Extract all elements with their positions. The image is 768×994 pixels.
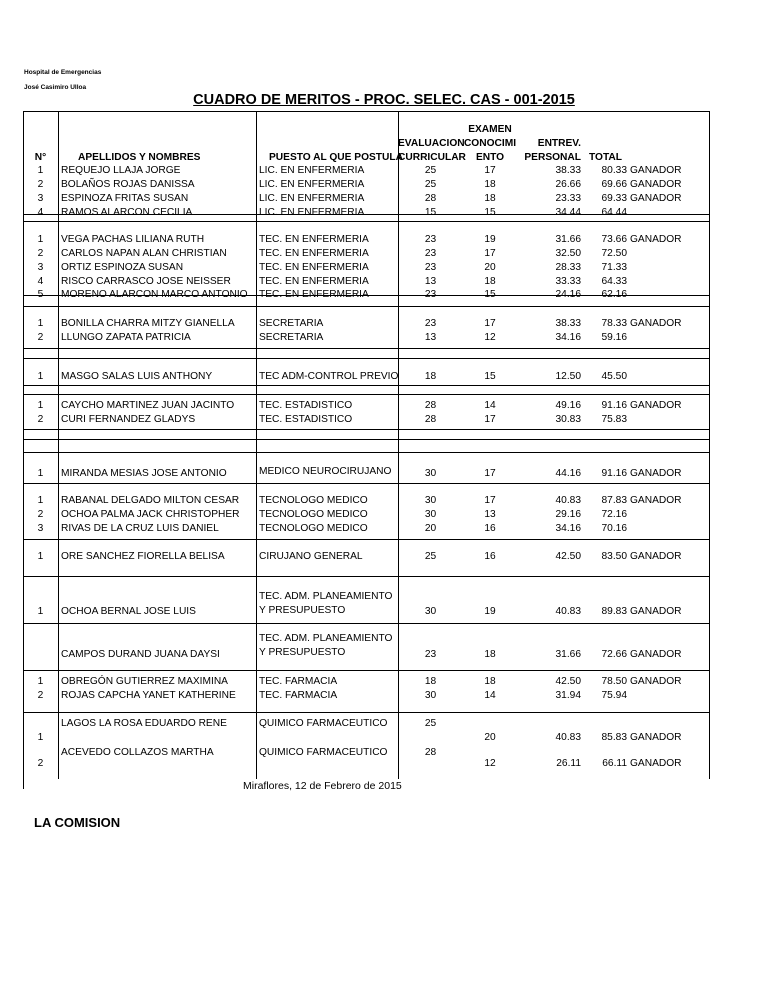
exam-score: 16 xyxy=(484,551,496,562)
total-score: 78.33 xyxy=(601,318,627,329)
curricular-score: 20 xyxy=(424,523,437,534)
position: TECNOLOGO MEDICO xyxy=(259,523,368,534)
applicant-name: MASGO SALAS LUIS ANTHONY xyxy=(61,371,213,382)
exam-score: 18 xyxy=(484,179,496,190)
total-score: 87.83 xyxy=(601,495,627,506)
column-header-name: APELLIDOS Y NOMBRES xyxy=(78,152,201,163)
curricular-score: 25 xyxy=(424,179,437,190)
row-number: 3 xyxy=(37,193,44,204)
result-status: GANADOR xyxy=(630,468,682,479)
result-status: GANADOR xyxy=(630,179,682,190)
applicant-name: BOLAÑOS ROJAS DANISSA xyxy=(61,179,195,190)
position: LIC. EN ENFERMERIA xyxy=(259,179,365,190)
position: TEC. ESTADISTICO xyxy=(259,414,353,425)
column-divider xyxy=(58,111,59,779)
interview-score: 33.33 xyxy=(555,276,581,287)
total-score: 72.16 xyxy=(601,509,627,520)
interview-score: 12.50 xyxy=(555,371,581,382)
position: TEC. EN ENFERMERIA xyxy=(259,262,369,273)
page-title: CUADRO DE MERITOS - PROC. SELEC. CAS - 001-2015 xyxy=(193,92,575,108)
position: TEC. EN ENFERMERIA xyxy=(259,234,369,245)
interview-score: 34.16 xyxy=(555,332,581,343)
applicant-name: RISCO CARRASCO JOSE NEISSER xyxy=(61,276,231,287)
curricular-score: 23 xyxy=(424,289,437,300)
applicant-name: ORTIZ ESPINOZA SUSAN xyxy=(61,262,184,273)
total-score: 91.16 xyxy=(601,400,627,411)
curricular-score: 23 xyxy=(424,649,437,660)
table-border-top xyxy=(23,111,710,112)
interview-score: 31.66 xyxy=(555,234,581,245)
row-number: 1 xyxy=(37,468,44,479)
interview-score: 34.44 xyxy=(555,207,581,218)
row-number: 2 xyxy=(37,509,44,520)
exam-score: 17 xyxy=(484,248,496,259)
curricular-score: 28 xyxy=(424,747,437,758)
position: Y PRESUPUESTO xyxy=(259,605,346,616)
interview-score: 44.16 xyxy=(555,468,581,479)
applicant-name: VEGA PACHAS LILIANA RUTH xyxy=(61,234,205,245)
curricular-score: 23 xyxy=(424,318,437,329)
position: TEC. ADM. PLANEAMIENTO xyxy=(259,633,393,644)
document-date: Miraflores, 12 de Febrero de 2015 xyxy=(243,780,402,792)
curricular-score: 18 xyxy=(424,371,437,382)
curricular-score: 13 xyxy=(424,332,437,343)
interview-score: 26.66 xyxy=(555,179,581,190)
exam-score: 18 xyxy=(484,276,496,287)
curricular-score: 23 xyxy=(424,262,437,273)
position: TEC ADM-CONTROL PREVIO xyxy=(259,371,399,382)
applicant-name: ACEVEDO COLLAZOS MARTHA xyxy=(61,747,214,758)
row-number: 2 xyxy=(37,332,44,343)
curricular-score: 30 xyxy=(424,606,437,617)
interview-score: 28.33 xyxy=(555,262,581,273)
applicant-name: REQUEJO LLAJA JORGE xyxy=(61,165,181,176)
interview-score: 42.50 xyxy=(555,551,581,562)
curricular-score: 18 xyxy=(424,676,437,687)
position: TEC. FARMACIA xyxy=(259,690,338,701)
row-divider xyxy=(23,358,710,359)
total-score: 72.50 xyxy=(601,248,627,259)
total-score: 72.66 xyxy=(601,649,627,660)
position: TEC. EN ENFERMERIA xyxy=(259,289,369,300)
position: LIC. EN ENFERMERIA xyxy=(259,193,365,204)
position: TECNOLOGO MEDICO xyxy=(259,495,368,506)
total-score: 85.83 xyxy=(601,732,627,743)
row-number: 1 xyxy=(37,371,44,382)
interview-score: 34.16 xyxy=(555,523,581,534)
row-number: 3 xyxy=(37,262,44,273)
total-score: 78.50 xyxy=(601,676,627,687)
row-number: 2 xyxy=(37,758,44,769)
result-status: GANADOR xyxy=(630,732,682,743)
commission-signature: LA COMISION xyxy=(34,815,121,830)
curricular-score: 30 xyxy=(424,509,437,520)
row-divider xyxy=(23,712,710,713)
interview-score: 40.83 xyxy=(555,732,581,743)
exam-score: 15 xyxy=(484,289,496,300)
applicant-name: RAMOS ALARCON CECILIA xyxy=(61,207,193,218)
total-score: 64.44 xyxy=(601,207,627,218)
applicant-name: LLUNGO ZAPATA PATRICIA xyxy=(61,332,191,343)
result-status: GANADOR xyxy=(630,234,682,245)
position: TEC. FARMACIA xyxy=(259,676,338,687)
row-number: 1 xyxy=(37,400,44,411)
applicant-name: OCHOA BERNAL JOSE LUIS xyxy=(61,606,196,617)
exam-score: 17 xyxy=(484,165,496,176)
row-number: 2 xyxy=(37,248,44,259)
applicant-name: ORE SANCHEZ FIORELLA BELISA xyxy=(61,551,225,562)
applicant-name: CAMPOS DURAND JUANA DAYSI xyxy=(61,649,220,660)
row-divider xyxy=(23,576,710,577)
position: LIC. EN ENFERMERIA xyxy=(259,207,365,218)
applicant-name: LAGOS LA ROSA EDUARDO RENE xyxy=(61,718,227,729)
position: SECRETARIA xyxy=(259,332,324,343)
interview-score: 31.66 xyxy=(555,649,581,660)
exam-score: 12 xyxy=(484,758,496,769)
interview-score: 40.83 xyxy=(555,495,581,506)
column-header-number: N° xyxy=(34,152,47,163)
exam-score: 13 xyxy=(484,509,496,520)
row-number: 1 xyxy=(37,732,44,743)
row-number: 1 xyxy=(37,495,44,506)
row-number: 2 xyxy=(37,690,44,701)
result-status: GANADOR xyxy=(630,495,682,506)
curricular-score: 28 xyxy=(424,400,437,411)
column-header-total: TOTAL xyxy=(589,152,623,163)
exam-score: 20 xyxy=(484,732,496,743)
result-status: GANADOR xyxy=(630,606,682,617)
row-number: 4 xyxy=(37,207,44,218)
interview-score: 38.33 xyxy=(555,318,581,329)
result-status: GANADOR xyxy=(630,551,682,562)
curricular-score: 13 xyxy=(424,276,437,287)
row-divider xyxy=(23,670,710,671)
exam-score: 20 xyxy=(484,262,496,273)
hospital-name: Hospital de Emergencias xyxy=(24,69,102,76)
position: TEC. ESTADISTICO xyxy=(259,400,353,411)
row-number: 1 xyxy=(37,318,44,329)
applicant-name: CARLOS NAPAN ALAN CHRISTIAN xyxy=(61,248,227,259)
applicant-name: MIRANDA MESIAS JOSE ANTONIO xyxy=(61,468,227,479)
exam-score: 19 xyxy=(484,234,496,245)
table-border-right xyxy=(709,111,710,779)
column-header-position: PUESTO AL QUE POSTULA xyxy=(269,152,403,163)
curricular-score: 23 xyxy=(424,248,437,259)
exam-score: 16 xyxy=(484,523,496,534)
row-number: 4 xyxy=(37,276,44,287)
result-status: GANADOR xyxy=(630,649,682,660)
exam-score: 19 xyxy=(484,606,496,617)
applicant-name: OCHOA PALMA JACK CHRISTOPHER xyxy=(61,509,240,520)
row-number: 3 xyxy=(37,523,44,534)
result-status: GANADOR xyxy=(630,676,682,687)
interview-score: 24.16 xyxy=(555,289,581,300)
row-divider xyxy=(23,539,710,540)
interview-score: 23.33 xyxy=(555,193,581,204)
position: MEDICO NEUROCIRUJANO xyxy=(259,466,392,477)
applicant-name: RABANAL DELGADO MILTON CESAR xyxy=(61,495,240,506)
column-header-interview: PERSONAL xyxy=(524,152,581,163)
row-number: 2 xyxy=(37,179,44,190)
curricular-score: 28 xyxy=(424,193,437,204)
column-header-exam: EXAMEN xyxy=(468,124,512,135)
interview-score: 42.50 xyxy=(555,676,581,687)
interview-score: 38.33 xyxy=(555,165,581,176)
row-divider xyxy=(23,385,710,386)
total-score: 45.50 xyxy=(601,371,627,382)
exam-score: 14 xyxy=(484,400,496,411)
row-number: 1 xyxy=(37,234,44,245)
position: LIC. EN ENFERMERIA xyxy=(259,165,365,176)
total-score: 66.11 xyxy=(602,758,627,769)
curricular-score: 28 xyxy=(424,414,437,425)
exam-score: 14 xyxy=(484,690,496,701)
column-header-exam: ENTO xyxy=(475,152,505,163)
row-divider xyxy=(23,394,710,395)
curricular-score: 30 xyxy=(424,690,437,701)
result-status: GANADOR xyxy=(630,165,682,176)
total-score: 69.66 xyxy=(601,179,627,190)
applicant-name: ESPINOZA FRITAS SUSAN xyxy=(61,193,189,204)
exam-score: 12 xyxy=(484,332,496,343)
result-status: GANADOR xyxy=(630,193,682,204)
position: TECNOLOGO MEDICO xyxy=(259,509,368,520)
total-score: 83.50 xyxy=(601,551,627,562)
total-score: 91.16 xyxy=(601,468,627,479)
column-header-curricular: EVALUACION xyxy=(398,138,465,149)
total-score: 64.33 xyxy=(601,276,627,287)
curricular-score: 25 xyxy=(424,718,437,729)
exam-score: 17 xyxy=(484,468,496,479)
total-score: 59.16 xyxy=(601,332,627,343)
exam-score: 18 xyxy=(484,649,496,660)
total-score: 73.66 xyxy=(601,234,627,245)
row-number: 2 xyxy=(37,414,44,425)
position: TEC. EN ENFERMERIA xyxy=(259,276,369,287)
row-divider xyxy=(23,429,710,430)
row-divider xyxy=(23,623,710,624)
row-divider xyxy=(23,439,710,440)
interview-score: 29.16 xyxy=(555,509,581,520)
hospital-subname: José Casimiro Ulloa xyxy=(24,84,87,91)
row-divider xyxy=(23,306,710,307)
position: TEC. ADM. PLANEAMIENTO xyxy=(259,591,393,602)
interview-score: 32.50 xyxy=(555,248,581,259)
position: SECRETARIA xyxy=(259,318,324,329)
exam-score: 17 xyxy=(484,414,496,425)
interview-score: 49.16 xyxy=(555,400,581,411)
total-score: 71.33 xyxy=(601,262,627,273)
row-divider xyxy=(23,483,710,484)
interview-score: 30.83 xyxy=(555,414,581,425)
merit-table xyxy=(23,111,710,789)
column-header-curricular: CURRICULAR xyxy=(398,152,466,163)
exam-score: 17 xyxy=(484,318,496,329)
interview-score: 40.83 xyxy=(555,606,581,617)
column-header-exam: CONOCIMI xyxy=(463,138,517,149)
result-status: GANADOR xyxy=(630,318,682,329)
column-divider xyxy=(256,111,257,779)
exam-score: 18 xyxy=(484,676,496,687)
applicant-name: ROJAS CAPCHA YANET KATHERINE xyxy=(61,690,236,701)
applicant-name: BONILLA CHARRA MITZY GIANELLA xyxy=(61,318,235,329)
interview-score: 31.94 xyxy=(555,690,581,701)
row-number: 1 xyxy=(37,676,44,687)
row-number: 5 xyxy=(37,289,44,300)
total-score: 70.16 xyxy=(601,523,627,534)
curricular-score: 23 xyxy=(424,234,437,245)
applicant-name: RIVAS DE LA CRUZ LUIS DANIEL xyxy=(61,523,219,534)
total-score: 80.33 xyxy=(601,165,627,176)
result-status: GANADOR xyxy=(630,758,682,769)
curricular-score: 30 xyxy=(424,495,437,506)
total-score: 89.83 xyxy=(601,606,627,617)
exam-score: 15 xyxy=(484,207,496,218)
row-divider xyxy=(23,348,710,349)
result-status: GANADOR xyxy=(630,400,682,411)
exam-score: 17 xyxy=(484,495,496,506)
curricular-score: 30 xyxy=(424,468,437,479)
curricular-score: 15 xyxy=(424,207,437,218)
position: QUIMICO FARMACEUTICO xyxy=(259,747,388,758)
position: CIRUJANO GENERAL xyxy=(259,551,363,562)
applicant-name: MORENO ALARCON MARCO ANTONIO xyxy=(61,289,248,300)
exam-score: 18 xyxy=(484,193,496,204)
row-number: 1 xyxy=(37,606,44,617)
curricular-score: 25 xyxy=(424,551,437,562)
total-score: 69.33 xyxy=(601,193,627,204)
total-score: 62.16 xyxy=(601,289,627,300)
curricular-score: 25 xyxy=(424,165,437,176)
row-divider xyxy=(23,221,710,222)
total-score: 75.94 xyxy=(601,690,627,701)
position: QUIMICO FARMACEUTICO xyxy=(259,718,388,729)
applicant-name: OBREGÓN GUTIERREZ MAXIMINA xyxy=(61,676,228,687)
total-score: 75.83 xyxy=(601,414,627,425)
row-number: 1 xyxy=(37,551,44,562)
row-divider xyxy=(23,452,710,453)
interview-score: 26.11 xyxy=(556,758,581,769)
applicant-name: CAYCHO MARTINEZ JUAN JACINTO xyxy=(61,400,235,411)
position: TEC. EN ENFERMERIA xyxy=(259,248,369,259)
position: Y PRESUPUESTO xyxy=(259,647,346,658)
row-number: 1 xyxy=(37,165,44,176)
column-header-interview: ENTREV. xyxy=(537,138,581,149)
exam-score: 15 xyxy=(484,371,496,382)
applicant-name: CURI FERNANDEZ GLADYS xyxy=(61,414,196,425)
